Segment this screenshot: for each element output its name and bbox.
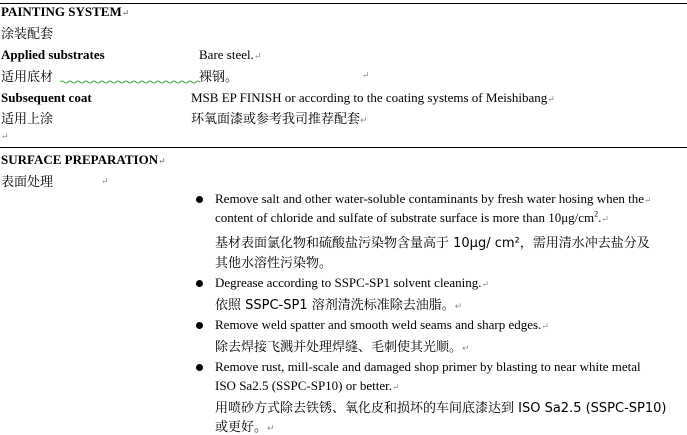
list-item-text: Degrease according to SSPC-SP1 solvent cleaning.	[215, 275, 482, 290]
spelling-squiggle	[60, 80, 200, 84]
paragraph-mark: ↵	[101, 176, 109, 186]
paragraph-mark: ↵	[541, 321, 549, 331]
section-title-en: PAINTING SYSTEM	[1, 4, 122, 19]
paragraph-mark: ↵	[360, 116, 368, 126]
surface-title-zh: 表面处理	[1, 175, 54, 190]
paragraph-mark: ↵	[121, 8, 130, 18]
bullet	[196, 280, 203, 287]
list-item-1-zh-line-1: 基材表面氯化物和硫酸盐污染物含量高于 10μg/ cm²，需用清水冲去盐分及	[215, 236, 650, 251]
paragraph-mark: ↵	[601, 214, 609, 224]
list-item-3-line-1	[215, 317, 549, 333]
section-rule	[0, 147, 687, 148]
applied-substrates-label: Applied substrates	[1, 47, 105, 62]
list-item-text: Remove salt and other water-soluble contaminants by fresh water hosing when the	[215, 191, 644, 206]
list-item-3-zh-line-1	[215, 336, 470, 355]
list-item-4-line-1	[215, 359, 641, 375]
list-item-text: 其他水溶性污染物。	[215, 256, 333, 271]
list-item-4-line-2	[215, 378, 400, 394]
list-item-text: .	[598, 210, 602, 225]
applied-value-en: Bare steel.	[199, 47, 254, 62]
paragraph-mark: ↵	[481, 279, 490, 289]
paragraph-mark: ↵	[158, 156, 166, 166]
paragraph-mark: ↵	[253, 51, 262, 61]
applied-substrates-value	[199, 47, 261, 63]
unit-text: μg/cm	[561, 210, 595, 225]
paragraph-mark: ↵	[362, 70, 370, 80]
section-title-zh: 涂装配套	[1, 27, 54, 42]
subsequent-coat-value-zh	[191, 108, 368, 127]
list-item-1-zh-line-2	[215, 252, 332, 271]
list-item-text: content of chloride and sulfate of substrate surface is more than 10	[215, 210, 562, 225]
paragraph-mark: ↵	[391, 382, 400, 392]
applied-substrates-label-zh: 适用底材	[1, 70, 54, 85]
list-item-text: 或更好。	[215, 420, 268, 435]
list-item-2-line-1	[215, 275, 489, 291]
subsequent-coat-label-zh: 适用上涂	[1, 112, 54, 127]
subsequent-value-en: MSB EP FINISH or according to the coating systems of Meishibang	[191, 90, 548, 105]
list-item-text: Remove rust, mill-scale and damaged shop primer by blasting to near white metal	[215, 359, 641, 374]
paragraph-mark: ↵	[454, 302, 463, 312]
subsequent-value-zh: 环氧面漆或参考我司推荐配套	[191, 112, 361, 127]
list-item-text: 依照 SSPC-SP1 溶剂清洗标准除去油脂。	[215, 298, 455, 313]
list-item-1-line-2	[215, 210, 609, 226]
paragraph-mark: ↵	[267, 424, 275, 434]
unit-superscript: 2	[594, 209, 599, 219]
applied-substrates-value-zh	[199, 66, 238, 85]
list-item-text: ISO Sa2.5 (SSPC-SP10) or better.	[215, 378, 392, 393]
list-item-1-line-1	[215, 191, 652, 207]
bullet	[196, 196, 203, 203]
paragraph-mark: ↵	[462, 344, 470, 354]
subsequent-coat-value	[191, 90, 555, 106]
section-title-painting-system	[1, 4, 129, 20]
section-title-surface-preparation	[1, 152, 166, 168]
paragraph-mark: ↵	[547, 94, 555, 104]
applied-value-zh: 裸钢。	[199, 70, 239, 85]
paragraph-mark: ↵	[1, 131, 9, 141]
bullet	[196, 364, 203, 371]
list-item-2-zh-line-1	[215, 294, 462, 313]
list-item-4-zh-line-2	[215, 416, 275, 435]
subsequent-coat-label: Subsequent coat	[1, 90, 92, 105]
paragraph-mark: ↵	[643, 195, 652, 205]
bullet	[196, 322, 203, 329]
list-item-text: Remove weld spatter and smooth weld seams and sharp edges.	[215, 317, 542, 332]
list-item-text: 除去焊接飞溅并处理焊缝、毛刺使其光顺。	[215, 340, 463, 355]
list-item-4-zh-line-1: 用喷砂方式除去铁锈、氧化皮和损坏的车间底漆达到 ISO Sa2.5 (SSPC-SP10)	[215, 401, 667, 416]
surface-title-en: SURFACE PREPARATION	[1, 152, 159, 167]
